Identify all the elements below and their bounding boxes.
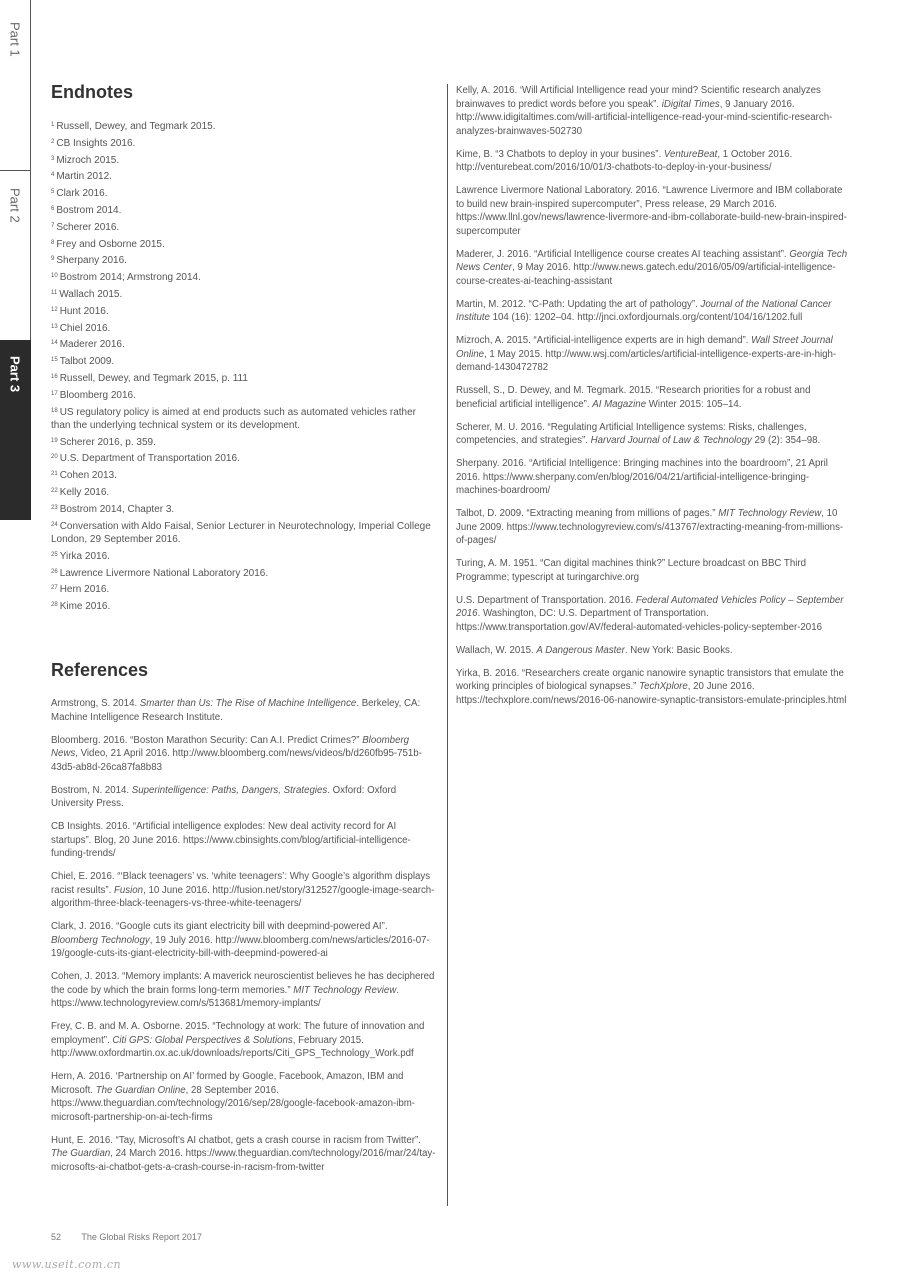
endnote-text: Clark 2016. — [56, 188, 108, 200]
reference-item — [51, 1070, 436, 1124]
endnote-item — [51, 354, 436, 368]
endnote-item — [51, 519, 436, 547]
reference-text: Wallach, W. 2015. — [456, 644, 537, 656]
reference-details: Winter 2015: 105–14. — [646, 398, 742, 410]
reference-source-title: The Guardian — [51, 1148, 111, 1159]
reference-item — [456, 644, 851, 658]
reference-item — [456, 298, 851, 325]
reference-text: Hern, A. 2016. ‘Partnership on AI’ formed by Google, Facebook, Amazon, IBM and Microsoft. — [51, 1071, 404, 1096]
reference-item — [51, 697, 436, 724]
endnote-item — [51, 485, 436, 499]
endnote-item — [51, 582, 436, 596]
reference-details: , 9 May 2016. http://www.news.gatech.edu/2016/05/09/artificial-intelligence-course-creates-ai-teaching-assistant — [456, 262, 836, 287]
reference-text: U.S. Department of Transportation. 2016. — [456, 594, 636, 606]
endnote-text: Kime 2016. — [59, 601, 111, 613]
reference-text: Sherpany. 2016. “Artificial Intelligence: Bringing machines into the boardroom”, 21 April 2016. https://www.sherpany.com/en/blog/2016/04/21/artificial-intelligence-bringing-machines-boardroom/ — [456, 458, 828, 496]
publication-title: The Global Risks Report 2017 — [81, 1232, 202, 1242]
endnote-text: Wallach 2015. — [59, 288, 123, 300]
endnote-number: 25 — [51, 551, 58, 558]
reference-text: Martin, M. 2012. “C-Path: Updating the art of pathology”. — [456, 298, 701, 310]
endnote-text: Bostrom 2014, Chapter 3. — [59, 503, 175, 515]
reference-source-title: Smarter than Us: The Rise of Machine Intelligence — [139, 698, 357, 709]
endnote-text: Chiel 2016. — [59, 322, 111, 334]
reference-item — [456, 148, 851, 175]
endnote-item — [51, 468, 436, 482]
tab-part-1-label: Part 1 — [7, 22, 23, 57]
reference-text: Maderer, J. 2016. “Artificial Intelligence course creates AI teaching assistant”. — [456, 248, 790, 260]
endnote-item — [51, 451, 436, 465]
reference-item — [456, 557, 851, 584]
endnote-text: US regulatory policy is aimed at end products such as automated vehicles rather than the underlying technical system or its development. — [51, 406, 416, 431]
reference-source-title: The Guardian Online — [95, 1084, 186, 1096]
endnote-number: 2 — [51, 138, 55, 145]
endnote-number: 8 — [51, 239, 55, 246]
tab-part-3-label: Part 3 — [7, 356, 23, 393]
endnote-number: 19 — [51, 437, 58, 444]
reference-source-title: Superintelligence: Paths, Dangers, Strategies — [131, 784, 328, 796]
endnote-number: 23 — [51, 504, 58, 511]
tab-divider — [0, 170, 31, 171]
reference-source-title: Harvard Journal of Law & Technology — [590, 435, 752, 446]
reference-text: Bostrom, N. 2014. — [51, 784, 132, 796]
reference-source-title: Citi GPS: Global Perspectives & Solutions — [112, 1034, 293, 1046]
reference-item — [456, 507, 851, 548]
endnote-item — [51, 220, 436, 234]
reference-source-title: Journal of the National Cancer Institute — [456, 298, 832, 323]
reference-text: Turing, A. M. 1951. “Can digital machines think?” Lecture broadcast on BBC Third Programme; typescript at turingarchive.org — [456, 558, 807, 583]
reference-text: Scherer, M. U. 2016. “Regulating Artificial Intelligence systems: Risks, challenges, competencies, and strategies”. — [456, 421, 807, 446]
reference-text: Russell, S., D. Dewey, and M. Tegmark. 2015. “Research priorities for a robust and beneficial artificial intelligence”. — [456, 385, 811, 410]
column-divider — [447, 84, 448, 1206]
reference-text: Clark, J. 2016. “Google cuts its giant electricity bill with deepmind-powered AI”. — [51, 921, 388, 932]
endnotes-heading: Endnotes — [51, 82, 134, 102]
reference-item — [51, 1020, 436, 1061]
reference-details: , 10 June 2016. http://fusion.net/story/312527/google-image-search-algorithm-three-black-teenagers-vs-three-white-teenagers/ — [51, 884, 435, 909]
reference-details: , 20 June 2016. https://techxplore.com/news/2016-06-nanowire-synaptic-transistors-emulate-principles.html — [456, 681, 847, 706]
reference-source-title: Federal Automated Vehicles Policy – September 2016 — [456, 594, 844, 619]
endnote-item — [51, 549, 436, 563]
endnote-item — [51, 405, 436, 433]
endnote-number: 9 — [51, 256, 55, 263]
reference-details: , 1 October 2016. http://venturebeat.com/2016/10/01/3-chatbots-to-deploy-in-your-business/ — [456, 148, 793, 173]
reference-text: Kime, B. “3 Chatbots to deploy in your busines”. — [456, 148, 664, 160]
endnote-number: 27 — [51, 585, 58, 592]
reference-item — [456, 84, 851, 138]
reference-item — [456, 667, 851, 708]
reference-details: , Video, 21 April 2016. http://www.bloomberg.com/news/videos/b/d260fb95-751b-43d5-ab8d-26ca87fa8b83 — [51, 748, 422, 773]
reference-details: . New York: Basic Books. — [624, 644, 733, 656]
endnote-item — [51, 388, 436, 402]
endnote-text: Hern 2016. — [59, 584, 110, 596]
reference-text: Hunt, E. 2016. “Tay, Microsoft’s AI chatbot, gets a crash course in racism from Twitter”. — [51, 1134, 421, 1146]
reference-text: Bloomberg. 2016. “Boston Marathon Security: Can A.I. Predict Crimes?” — [51, 734, 363, 746]
endnote-item — [51, 321, 436, 335]
reference-source-title: Wall Street Journal Online — [456, 335, 833, 360]
endnote-text: Hunt 2016. — [59, 305, 109, 317]
reference-item — [51, 920, 436, 961]
tab-part-2[interactable] — [0, 170, 31, 340]
endnote-item — [51, 371, 436, 385]
endnote-text: Mizroch 2015. — [56, 154, 120, 166]
endnote-item — [51, 287, 436, 301]
endnote-number: 1 — [51, 122, 55, 128]
references-list-right — [456, 84, 851, 717]
reference-details: 29 (2): 354–98. — [751, 435, 821, 446]
endnote-text: Yirka 2016. — [59, 550, 110, 562]
endnote-text: Lawrence Livermore National Laboratory 2016. — [59, 567, 269, 579]
endnote-text: Sherpany 2016. — [56, 255, 127, 267]
reference-details: , 9 January 2016. http://www.idigitaltimes.com/will-artificial-intelligence-read-your-mind-scientific-research-analyzes-brainwaves-502730 — [456, 98, 833, 137]
reference-text: Cohen, J. 2013. “Memory implants: A maverick neuroscientist believes he has deciphered the code by which the brain forms long-term memories.” — [51, 971, 435, 996]
reference-source-title: MIT Technology Review — [718, 508, 822, 519]
reference-text: Armstrong, S. 2014. — [51, 698, 140, 709]
tab-part-2-label: Part 2 — [7, 188, 23, 223]
endnote-item — [51, 253, 436, 267]
endnote-item — [51, 304, 436, 318]
reference-text: Kelly, A. 2016. ‘Will Artificial Intelligence read your mind? Scientific research analyzes brainwaves to predict words before you speak”. — [456, 85, 821, 110]
reference-details: , 1 May 2015. http://www.wsj.com/articles/artificial-intelligence-experts-are-in-high-demand-1430472782 — [456, 348, 837, 373]
endnote-text: Frey and Osborne 2015. — [56, 238, 165, 250]
reference-source-title: Georgia Tech News Center — [456, 248, 848, 273]
endnote-number: 5 — [51, 189, 55, 196]
reference-item — [456, 248, 851, 289]
reference-details: 104 (16): 1202–04. http://jnci.oxfordjournals.org/content/104/16/1202.full — [489, 312, 803, 323]
references-list-left — [51, 697, 436, 1184]
endnote-number: 17 — [51, 390, 58, 397]
reference-source-title: iDigital Times — [661, 98, 720, 110]
endnote-item — [51, 502, 436, 516]
endnote-item — [51, 237, 436, 251]
endnote-text: Scherer 2016, p. 359. — [59, 436, 156, 448]
reference-details: . Washington, DC: U.S. Department of Transportation. https://www.transportation.gov/AV/federal-automated-vehicles-policy-september-2016 — [456, 608, 822, 633]
reference-details: , 10 June 2009. https://www.technologyreview.com/s/413767/extracting-meaning-from-millions-of-pages/ — [456, 508, 844, 546]
endnote-item — [51, 203, 436, 217]
part-navigation — [0, 0, 31, 520]
reference-source-title: Bloomberg Technology — [51, 934, 150, 946]
reference-item — [51, 820, 436, 861]
reference-text: Talbot, D. 2009. “Extracting meaning from millions of pages.” — [456, 508, 719, 519]
reference-item — [456, 421, 851, 448]
reference-text: Lawrence Livermore National Laboratory. 2016. “Lawrence Livermore and IBM collaborate to build new brain-inspired supercomputer”, Press release, 29 March 2016. https://www.llnl.gov/news/lawrence-livermore-and-ibm-collaborate-build-new-brain-inspired-supercomputer — [456, 185, 847, 237]
reference-details: , 28 September 2016. https://www.theguardian.com/technology/2016/sep/28/google-facebook-amazon-ibm-microsoft-partnership-on-ai-tech-firms — [51, 1084, 416, 1123]
endnote-item — [51, 566, 436, 580]
tab-part-3[interactable] — [0, 340, 31, 520]
reference-details: , 19 July 2016. http://www.bloomberg.com/news/articles/2016-07-19/google-cuts-its-giant-electricity-bill-with-deepmind-powered-ai — [51, 934, 430, 959]
endnote-item — [51, 169, 436, 183]
reference-details: , 24 March 2016. https://www.theguardian.com/technology/2016/mar/24/tay-microsofts-ai-chatbot-gets-a-crash-course-in-racism-from-twitter — [51, 1148, 436, 1173]
endnote-number: 6 — [51, 205, 55, 212]
endnote-text: Bostrom 2014. — [56, 204, 122, 216]
reference-text: Yirka, B. 2016. “Researchers create organic nanowire synaptic transistors that emulate the working principles of biological synapses.” — [456, 667, 844, 692]
endnote-text: Russell, Dewey, and Tegmark 2015, p. 111 — [59, 372, 248, 384]
endnote-text: Cohen 2013. — [59, 470, 117, 482]
endnote-number: 10 — [51, 273, 58, 280]
reference-source-title: Fusion — [113, 884, 144, 896]
endnote-item — [51, 270, 436, 284]
watermark: www.useit.com.cn — [12, 1258, 122, 1271]
endnote-item — [51, 186, 436, 200]
reference-source-title: A Dangerous Master — [536, 644, 625, 656]
endnote-item — [51, 119, 436, 133]
endnote-number: 14 — [51, 340, 58, 347]
endnote-item — [51, 599, 436, 613]
endnote-text: Bostrom 2014; Armstrong 2014. — [59, 272, 201, 284]
endnote-number: 4 — [51, 172, 55, 179]
reference-item — [51, 870, 436, 911]
endnote-number: 20 — [51, 454, 58, 461]
references-heading: References — [51, 660, 149, 680]
reference-item — [51, 734, 436, 775]
endnote-item — [51, 136, 436, 150]
reference-item — [456, 184, 851, 238]
reference-source-title: Bloomberg News — [51, 734, 410, 759]
endnotes-list — [51, 119, 436, 616]
reference-text: Frey, C. B. and M. A. Osborne. 2015. “Technology at work: The future of innovation and employment”. — [51, 1021, 425, 1046]
endnote-number: 3 — [51, 155, 55, 162]
endnote-number: 24 — [51, 521, 58, 528]
endnote-text: Talbot 2009. — [59, 356, 115, 368]
endnote-item — [51, 337, 436, 351]
reference-details: . Berkeley, CA: Machine Intelligence Research Institute. — [51, 698, 421, 723]
reference-item — [456, 594, 851, 635]
reference-item — [51, 784, 436, 811]
endnote-item — [51, 153, 436, 167]
reference-text: CB Insights. 2016. “Artificial intelligence explodes: New deal activity record for AI startups”. Blog, 20 June 2016. https://www.cbinsights.com/blog/artificial-intelligence-funding-trends/ — [51, 821, 411, 859]
endnote-number: 15 — [51, 357, 58, 364]
reference-source-title: AI Magazine — [592, 398, 647, 410]
endnote-text: Scherer 2016. — [56, 221, 120, 233]
tab-part-1[interactable] — [0, 0, 31, 170]
endnote-text: Kelly 2016. — [59, 487, 110, 499]
endnote-text: U.S. Department of Transportation 2016. — [59, 453, 240, 465]
endnote-text: Maderer 2016. — [59, 339, 125, 351]
reference-source-title: MIT Technology Review — [293, 984, 397, 996]
reference-details: . Oxford: Oxford University Press. — [51, 784, 397, 809]
reference-text: Mizroch, A. 2015. “Artificial-intelligence experts are in high demand”. — [456, 335, 752, 346]
reference-item — [51, 1134, 436, 1175]
endnote-number: 11 — [51, 289, 58, 296]
endnote-number: 16 — [51, 373, 58, 380]
reference-item — [456, 384, 851, 411]
page-footer — [51, 1232, 202, 1242]
endnote-number: 26 — [51, 568, 58, 575]
reference-source-title: VentureBeat — [663, 148, 718, 160]
endnote-text: Conversation with Aldo Faisal, Senior Lecturer in Neurotechnology, Imperial College London, 29 September 2016. — [51, 520, 431, 545]
reference-item — [456, 457, 851, 498]
reference-item — [456, 334, 851, 375]
endnote-number: 22 — [51, 488, 58, 495]
endnote-number: 7 — [51, 222, 55, 229]
reference-text: Chiel, E. 2016. “‘Black teenagers’ vs. ‘white teenagers’: Why Google’s algorithm displays racist results”. — [51, 871, 431, 896]
endnote-number: 13 — [51, 323, 58, 330]
endnote-text: Russell, Dewey, and Tegmark 2015. — [56, 121, 216, 132]
endnote-number: 12 — [51, 306, 58, 313]
endnote-item — [51, 435, 436, 449]
endnote-text: CB Insights 2016. — [56, 137, 136, 149]
reference-details: . https://www.technologyreview.com/s/513681/memory-implants/ — [51, 984, 400, 1009]
reference-item — [51, 970, 436, 1011]
endnote-text: Bloomberg 2016. — [59, 389, 136, 401]
page-number: 52 — [51, 1232, 62, 1242]
endnote-number: 18 — [51, 407, 58, 414]
reference-details: , February 2015. http://www.oxfordmartin.ox.ac.uk/downloads/reports/Citi_GPS_Technology_Work.pdf — [51, 1034, 414, 1059]
endnote-text: Martin 2012. — [56, 171, 112, 183]
endnote-number: 21 — [51, 471, 58, 478]
reference-source-title: TechXplore — [639, 681, 688, 692]
endnote-number: 28 — [51, 602, 58, 609]
